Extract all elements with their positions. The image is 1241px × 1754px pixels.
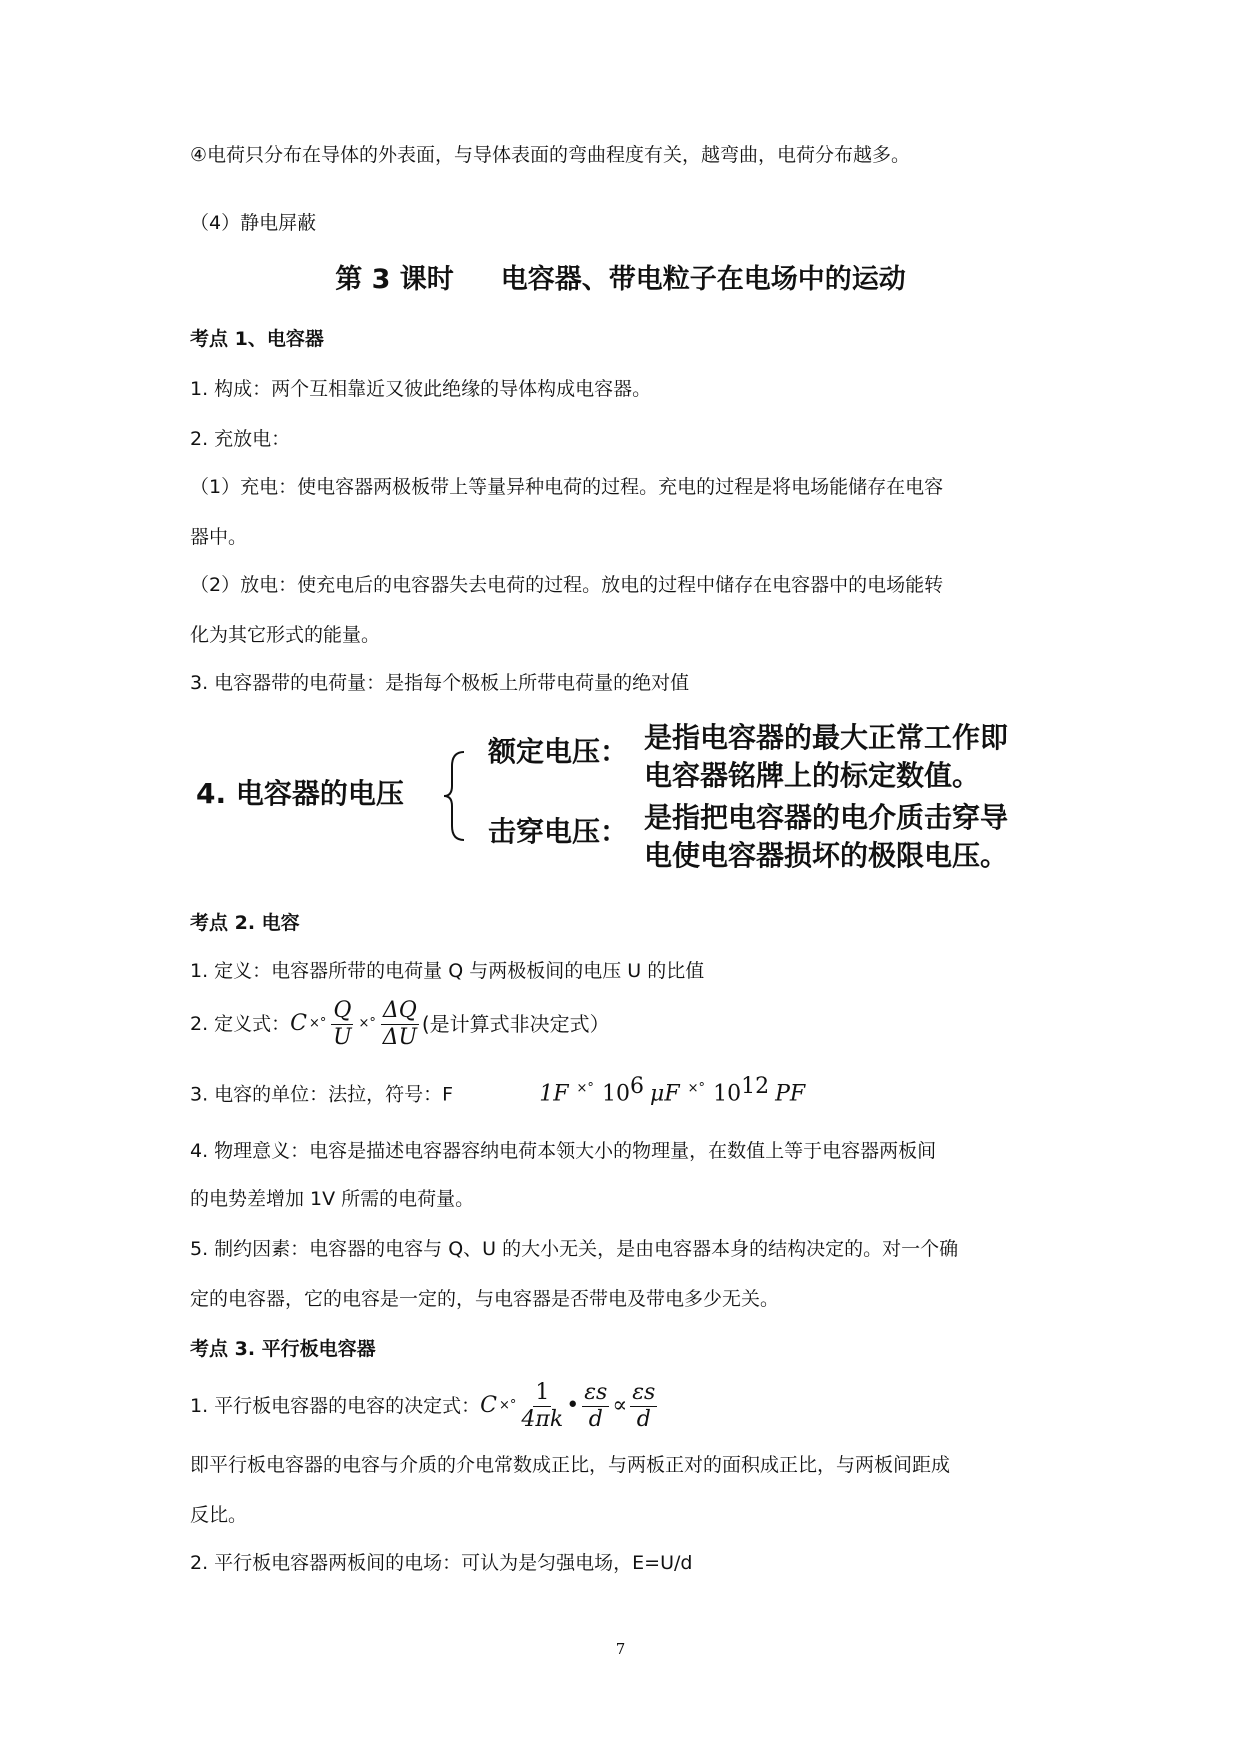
brace-icon: [440, 748, 470, 844]
formula-note: (是计算式非决定式）: [421, 1012, 610, 1036]
text-line: 即平行板电容器的电容与介质的介电常数成正比，与两板正对的面积成正比，与两板间距成: [190, 1454, 951, 1476]
formula-prefix: 2. 定义式：: [190, 1013, 291, 1035]
breakdown-voltage-text: 是指把电容器的电介质击穿导: [644, 801, 1009, 834]
text-line: 1. 定义：电容器所带的电荷量 Q 与两极板间的电压 U 的比值: [190, 960, 705, 982]
formula-prefix: 1. 平行板电容器的电容的决定式：: [190, 1395, 481, 1417]
fraction-one-over-4pik: $\frac{1}{4\pi k}$: [521, 1379, 564, 1432]
text-line: 定的电容器，它的电容是一定的，与电容器是否带电及带电多少无关。: [190, 1288, 780, 1310]
breakdown-voltage-label: 击穿电压：: [488, 815, 629, 848]
decisive-formula-line: [190, 1378, 660, 1434]
text-line: 5. 制约因素：电容器的电容与 Q、U 的大小无关，是由电容器本身的结构决定的。对一个确: [190, 1238, 959, 1260]
text-line: 的电势差增加 1V 所需的电荷量。: [190, 1188, 475, 1210]
text-line: 反比。: [190, 1504, 248, 1526]
text-line: 3. 电容器带的电荷量：是指每个极板上所带电荷量的绝对值: [190, 672, 690, 694]
section-heading: 考点 2. 电容: [190, 912, 300, 934]
unit-line: 3. 电容的单位：法拉，符号：F 1F ×° $10^6$ μF ×° $10^{12}$ PF: [190, 1074, 806, 1107]
rated-voltage-label: 额定电压：: [488, 735, 629, 768]
equals-glyph: ×°: [687, 1081, 706, 1097]
rated-voltage-text: 是指电容器的最大正常工作即: [644, 721, 1009, 754]
dot-operator: •: [566, 1393, 580, 1418]
text-line: 1. 构成：两个互相靠近又彼此绝缘的导体构成电容器。: [190, 378, 652, 400]
equals-glyph: ×°: [576, 1081, 594, 1097]
text-line: 2. 平行板电容器两板间的电场：可认为是匀强电场，E=U/d: [190, 1552, 693, 1574]
breakdown-voltage-text: 电使电容器损坏的极限电压。: [644, 839, 1009, 872]
fraction-q-over-u: $\frac{Q}{U}$: [333, 997, 352, 1050]
text-line: 2. 充放电：: [190, 428, 291, 450]
unit-picofarad: PF: [775, 1081, 806, 1107]
rated-voltage-text: 电容器铭牌上的标定数值。: [644, 759, 981, 792]
text-line: （2）放电：使充电后的电容器失去电荷的过程。放电的过程中储存在电容器中的电场能转: [190, 574, 944, 596]
text-line: （1）充电：使电容器两极板带上等量异种电荷的过程。充电的过程是将电场能储存在电容: [190, 476, 944, 498]
page-number: 7: [615, 1640, 626, 1658]
equals-glyph: ×°: [358, 1016, 376, 1031]
equals-glyph: ×°: [499, 1398, 517, 1413]
symbol-c: C: [290, 1011, 308, 1036]
definition-formula-line: [190, 996, 610, 1052]
proportional-glyph: ∝: [612, 1393, 628, 1418]
fraction-es-over-d: $\frac{\varepsilon s}{d}$: [584, 1379, 608, 1432]
lesson-title: 第 3 课时 电容器、带电粒子在电场中的运动: [335, 264, 906, 295]
unit-text: 3. 电容的单位：法拉，符号：F: [190, 1083, 454, 1106]
voltage-heading: 4. 电容器的电压: [196, 777, 404, 810]
text-line: 4. 物理意义：电容是描述电容器容纳电荷本领大小的物理量，在数值上等于电容器两板间: [190, 1140, 937, 1162]
text-line: ④电荷只分布在导体的外表面，与导体表面的弯曲程度有关，越弯曲，电荷分布越多。: [190, 144, 911, 166]
equals-glyph: ×°: [309, 1016, 327, 1031]
unit-microfarad: μF: [650, 1081, 680, 1107]
text-line: 化为其它形式的能量。: [190, 624, 381, 646]
fraction-es-over-d: $\frac{\varepsilon s}{d}$: [632, 1379, 656, 1432]
fraction-dq-over-du: $\frac{\Delta Q}{\Delta U}$: [382, 997, 418, 1050]
text-line: 器中。: [190, 526, 248, 548]
unit-one-farad: 1F: [539, 1081, 569, 1107]
section-heading: 考点 3. 平行板电容器: [190, 1338, 376, 1360]
section-heading: 考点 1、电容器: [190, 328, 324, 350]
symbol-c: C: [480, 1393, 498, 1418]
text-line: （4）静电屏蔽: [190, 212, 317, 234]
